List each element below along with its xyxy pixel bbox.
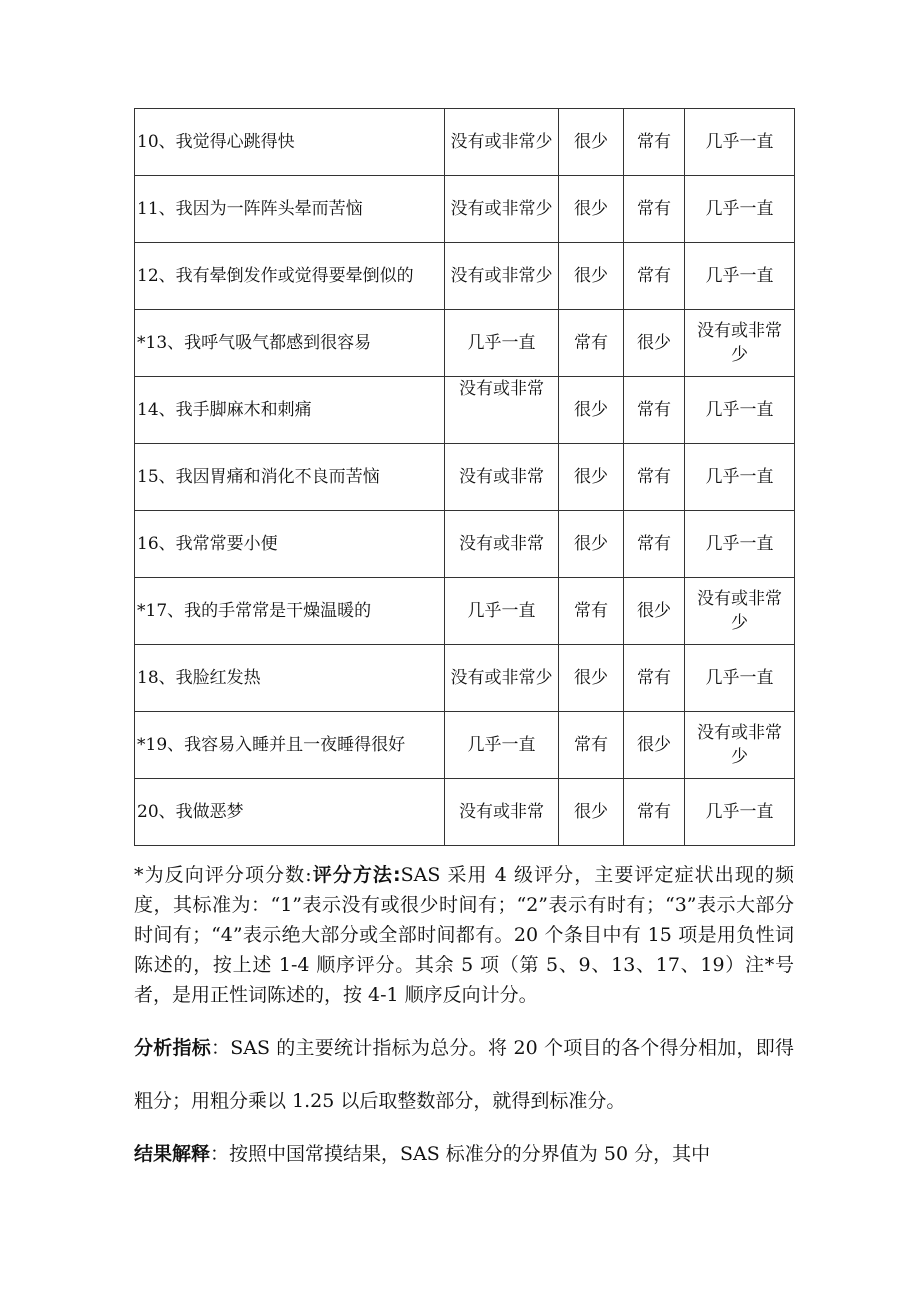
option-cell: 没有或非常少 bbox=[445, 109, 559, 176]
option-cell: 常有 bbox=[624, 779, 685, 846]
option-cell: 几乎一直 bbox=[685, 645, 795, 712]
option-cell: 很少 bbox=[624, 310, 685, 377]
analysis-paragraph bbox=[134, 1022, 794, 1128]
item-text: 12、我有晕倒发作或觉得要晕倒似的 bbox=[135, 243, 445, 310]
analysis-text: ：SAS 的主要统计指标为总分。将 20 个项目的各个得分相加，即得粗分；用粗分乘以 1.25 以后取整数部分，就得到标准分。 bbox=[134, 1037, 794, 1112]
item-text: 20、我做恶梦 bbox=[135, 779, 445, 846]
reverse-scoring-note: *为反向评分项分数: bbox=[134, 864, 312, 886]
table-row bbox=[135, 511, 795, 578]
option-cell: 没有或非常少 bbox=[685, 310, 795, 377]
option-cell: 常有 bbox=[559, 712, 624, 779]
table-row bbox=[135, 176, 795, 243]
table-row bbox=[135, 645, 795, 712]
table-row bbox=[135, 243, 795, 310]
option-cell: 没有或非常少 bbox=[685, 578, 795, 645]
option-cell: 几乎一直 bbox=[445, 310, 559, 377]
table-row bbox=[135, 444, 795, 511]
scoring-method-text: SAS 采用 4 级评分，主要评定症状出现的频度，其标准为：“1”表示没有或很少时间有；“2”表示有时有；“3”表示大部分时间有；“4”表示绝大部分或全部时间都有。20 个条目中有 15 项是用负性词陈述的，按上述 1-4 顺序评分。其余 5 项（第 5、9、13、17、19）注*号者，是用正性词陈述的，按 4-1 顺序反向计分。 bbox=[134, 864, 794, 1006]
option-cell: 常有 bbox=[624, 645, 685, 712]
option-cell: 几乎一直 bbox=[685, 243, 795, 310]
scoring-method-paragraph bbox=[134, 860, 794, 1010]
option-cell: 常有 bbox=[624, 511, 685, 578]
option-cell: 很少 bbox=[559, 377, 624, 444]
item-text: 10、我觉得心跳得快 bbox=[135, 109, 445, 176]
option-cell: 几乎一直 bbox=[685, 444, 795, 511]
option-cell: 没有或非常 bbox=[445, 779, 559, 846]
option-cell: 没有或非常 bbox=[445, 511, 559, 578]
option-cell: 很少 bbox=[624, 712, 685, 779]
option-cell: 没有或非常少 bbox=[685, 712, 795, 779]
option-cell: 很少 bbox=[559, 779, 624, 846]
result-paragraph bbox=[134, 1128, 794, 1181]
option-cell: 常有 bbox=[624, 176, 685, 243]
option-cell: 没有或非常少 bbox=[445, 176, 559, 243]
option-cell: 常有 bbox=[624, 444, 685, 511]
option-cell: 很少 bbox=[559, 176, 624, 243]
option-cell: 几乎一直 bbox=[685, 176, 795, 243]
option-cell: 常有 bbox=[559, 310, 624, 377]
analysis-label: 分析指标 bbox=[134, 1037, 211, 1059]
option-cell: 几乎一直 bbox=[685, 511, 795, 578]
table-row bbox=[135, 779, 795, 846]
item-text: 11、我因为一阵阵头晕而苦恼 bbox=[135, 176, 445, 243]
result-label: 结果解释 bbox=[134, 1143, 211, 1165]
result-text: ：按照中国常摸结果，SAS 标准分的分界值为 50 分，其中 bbox=[210, 1143, 711, 1165]
option-cell: 常有 bbox=[624, 377, 685, 444]
option-cell: 几乎一直 bbox=[685, 779, 795, 846]
option-cell: 常有 bbox=[559, 578, 624, 645]
option-cell: 几乎一直 bbox=[445, 578, 559, 645]
table-row bbox=[135, 109, 795, 176]
option-cell: 没有或非常 bbox=[445, 377, 559, 444]
option-cell: 很少 bbox=[559, 511, 624, 578]
item-text: 18、我脸红发热 bbox=[135, 645, 445, 712]
option-cell: 很少 bbox=[559, 444, 624, 511]
option-cell: 常有 bbox=[624, 109, 685, 176]
option-cell: 很少 bbox=[559, 243, 624, 310]
table-row bbox=[135, 310, 795, 377]
table-row bbox=[135, 712, 795, 779]
item-text: *17、我的手常常是干燥温暖的 bbox=[135, 578, 445, 645]
option-cell: 没有或非常 bbox=[445, 444, 559, 511]
item-text: 14、我手脚麻木和刺痛 bbox=[135, 377, 445, 444]
scoring-notes bbox=[134, 860, 794, 1181]
sas-item-table bbox=[134, 108, 795, 846]
item-text: *19、我容易入睡并且一夜睡得很好 bbox=[135, 712, 445, 779]
item-text: *13、我呼气吸气都感到很容易 bbox=[135, 310, 445, 377]
option-cell: 很少 bbox=[559, 645, 624, 712]
option-cell: 常有 bbox=[624, 243, 685, 310]
option-cell: 几乎一直 bbox=[685, 377, 795, 444]
option-cell: 很少 bbox=[624, 578, 685, 645]
item-text: 15、我因胃痛和消化不良而苦恼 bbox=[135, 444, 445, 511]
option-cell: 没有或非常少 bbox=[445, 243, 559, 310]
option-cell: 几乎一直 bbox=[685, 109, 795, 176]
table-row bbox=[135, 377, 795, 444]
table-row bbox=[135, 578, 795, 645]
option-cell: 很少 bbox=[559, 109, 624, 176]
option-cell: 没有或非常少 bbox=[445, 645, 559, 712]
scoring-method-label: 评分方法: bbox=[311, 864, 401, 886]
option-cell: 几乎一直 bbox=[445, 712, 559, 779]
item-text: 16、我常常要小便 bbox=[135, 511, 445, 578]
